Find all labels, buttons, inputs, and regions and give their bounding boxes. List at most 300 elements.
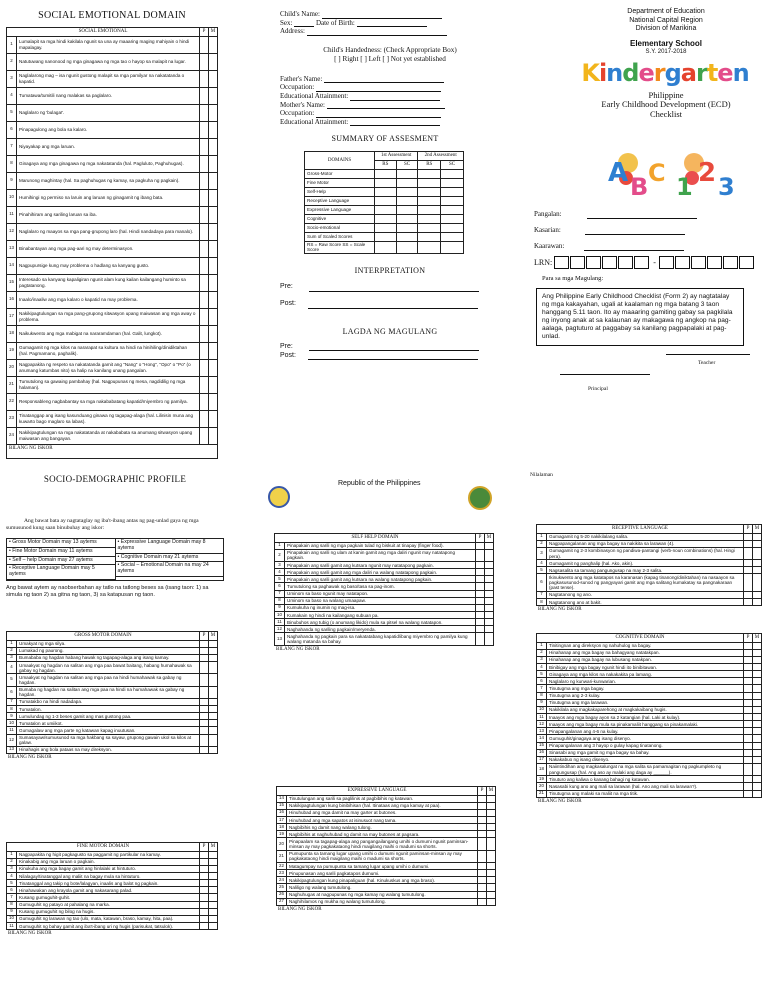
- logo-letter: K: [581, 58, 599, 87]
- p-checkbox[interactable]: [478, 802, 487, 809]
- m-checkbox[interactable]: [209, 880, 218, 887]
- p-checkbox[interactable]: [200, 189, 209, 206]
- post-sign-field[interactable]: [308, 359, 478, 360]
- item-number: 11: [537, 714, 547, 721]
- p-checkbox[interactable]: [200, 851, 209, 858]
- p-checkbox[interactable]: [200, 894, 209, 901]
- lrn-digit-box[interactable]: [634, 256, 649, 269]
- m-checkbox[interactable]: [753, 533, 762, 540]
- table-row: [275, 619, 494, 626]
- score-cell[interactable]: [375, 223, 397, 232]
- m-checkbox[interactable]: [485, 569, 494, 576]
- m-checkbox[interactable]: [209, 746, 218, 753]
- m-checkbox[interactable]: [487, 824, 496, 831]
- m-checkbox[interactable]: [487, 877, 496, 884]
- score-cell[interactable]: [375, 187, 397, 196]
- m-checkbox[interactable]: [753, 776, 762, 783]
- m-checkbox[interactable]: [209, 70, 218, 87]
- table-row: [275, 612, 494, 619]
- m-checkbox[interactable]: [753, 756, 762, 763]
- m-checkbox[interactable]: [209, 858, 218, 865]
- table-row: [537, 678, 762, 685]
- m-checkbox[interactable]: [487, 838, 496, 850]
- m-checkbox[interactable]: [209, 865, 218, 872]
- score-cell[interactable]: [418, 232, 441, 241]
- score-cell[interactable]: [396, 232, 418, 241]
- p-checkbox[interactable]: [200, 865, 209, 872]
- m-checkbox[interactable]: [753, 591, 762, 598]
- score-cell[interactable]: [418, 187, 441, 196]
- bullet-icon: •: [9, 556, 13, 563]
- m-checkbox[interactable]: [485, 562, 494, 569]
- score-cell[interactable]: [375, 178, 397, 187]
- p-checkbox[interactable]: [200, 647, 209, 654]
- p-checkbox[interactable]: [200, 104, 209, 121]
- score-cell[interactable]: [396, 223, 418, 232]
- score-cell[interactable]: [441, 169, 464, 178]
- p-checkbox[interactable]: [478, 817, 487, 824]
- lrn-digit-box[interactable]: [691, 256, 706, 269]
- m-checkbox[interactable]: [209, 376, 218, 393]
- m-checkbox[interactable]: [209, 647, 218, 654]
- p-checkbox[interactable]: [744, 790, 753, 797]
- m-checkbox[interactable]: [487, 863, 496, 870]
- p-checkbox[interactable]: [476, 619, 485, 626]
- occupation-label: Occupation:: [280, 83, 315, 92]
- p-checkbox[interactable]: [200, 223, 209, 240]
- p-checkbox[interactable]: [744, 664, 753, 671]
- m-checkbox[interactable]: [753, 540, 762, 547]
- m-checkbox[interactable]: [487, 884, 496, 891]
- m-checkbox[interactable]: [209, 640, 218, 647]
- p-checkbox[interactable]: [744, 599, 753, 606]
- p-checkbox[interactable]: [200, 858, 209, 865]
- p-checkbox[interactable]: [744, 699, 753, 706]
- p-checkbox[interactable]: [200, 36, 209, 53]
- p-checkbox[interactable]: [200, 674, 209, 686]
- handedness-options[interactable]: [ ] Right [ ] Left [ ] Not yet established: [334, 54, 446, 63]
- p-checkbox[interactable]: [200, 308, 209, 325]
- m-checkbox[interactable]: [209, 851, 218, 858]
- p-checkbox[interactable]: [200, 53, 209, 70]
- m-checkbox[interactable]: [485, 626, 494, 633]
- m-checkbox[interactable]: [209, 410, 218, 427]
- p-checkbox[interactable]: [744, 547, 753, 559]
- p-checkbox[interactable]: [200, 686, 209, 698]
- m-checkbox[interactable]: [753, 735, 762, 742]
- item-number: 26: [277, 891, 287, 898]
- score-cell[interactable]: [441, 187, 464, 196]
- score-cell[interactable]: [441, 232, 464, 241]
- m-checkbox[interactable]: [487, 809, 496, 816]
- p-checkbox[interactable]: [478, 877, 487, 884]
- m-checkbox[interactable]: [753, 749, 762, 756]
- score-cell[interactable]: [396, 169, 418, 178]
- p-checkbox[interactable]: [200, 713, 209, 720]
- table-row: [7, 240, 218, 257]
- m-checkbox[interactable]: [209, 923, 218, 930]
- m-checkbox[interactable]: [485, 549, 494, 561]
- kasarian-field[interactable]: [585, 234, 685, 235]
- m-checkbox[interactable]: [753, 721, 762, 728]
- p-checkbox[interactable]: [478, 831, 487, 838]
- p-checkbox[interactable]: [744, 591, 753, 598]
- p-checkbox[interactable]: [744, 763, 753, 775]
- m-checkbox[interactable]: [487, 817, 496, 824]
- m-checkbox[interactable]: [753, 685, 762, 692]
- m-checkbox[interactable]: [485, 633, 494, 645]
- p-checkbox[interactable]: [476, 604, 485, 611]
- m-checkbox[interactable]: [209, 121, 218, 138]
- table-row: [7, 686, 218, 698]
- score-cell[interactable]: [441, 178, 464, 187]
- m-checkbox[interactable]: [487, 870, 496, 877]
- p-checkbox[interactable]: [744, 574, 753, 591]
- m-checkbox[interactable]: [753, 642, 762, 649]
- p-checkbox[interactable]: [200, 873, 209, 880]
- m-checkbox[interactable]: [209, 674, 218, 686]
- principal-signature-line[interactable]: [560, 374, 650, 375]
- m-checkbox[interactable]: [209, 887, 218, 894]
- score-cell[interactable]: [375, 214, 397, 223]
- m-checkbox[interactable]: [485, 619, 494, 626]
- m-checkbox[interactable]: [209, 915, 218, 922]
- p-checkbox[interactable]: [744, 685, 753, 692]
- item-number: 20: [537, 783, 547, 790]
- m-checkbox[interactable]: [209, 713, 218, 720]
- table-row: [7, 858, 218, 865]
- p-checkbox[interactable]: [744, 656, 753, 663]
- m-checkbox[interactable]: [753, 699, 762, 706]
- p-checkbox[interactable]: [200, 393, 209, 410]
- lrn-digit-box[interactable]: [570, 256, 585, 269]
- p-checkbox[interactable]: [476, 590, 485, 597]
- m-checkbox[interactable]: [209, 393, 218, 410]
- m-checkbox[interactable]: [209, 206, 218, 223]
- score-cell[interactable]: [375, 205, 397, 214]
- p-checkbox[interactable]: [200, 654, 209, 661]
- m-checkbox[interactable]: [209, 720, 218, 727]
- p-checkbox[interactable]: [744, 776, 753, 783]
- m-checkbox[interactable]: [209, 342, 218, 359]
- p-checkbox[interactable]: [744, 749, 753, 756]
- p-checkbox[interactable]: [744, 721, 753, 728]
- m-checkbox[interactable]: [209, 274, 218, 291]
- score-cell[interactable]: [441, 196, 464, 205]
- table-row: [7, 410, 218, 427]
- lrn-digit-box[interactable]: [618, 256, 633, 269]
- p-checkbox[interactable]: [200, 887, 209, 894]
- m-checkbox[interactable]: [485, 542, 494, 549]
- p-checkbox[interactable]: [200, 155, 209, 172]
- domain-count-item: [116, 539, 224, 554]
- p-checkbox[interactable]: [744, 735, 753, 742]
- m-checkbox[interactable]: [753, 560, 762, 567]
- p-checkbox[interactable]: [744, 678, 753, 685]
- p-checkbox[interactable]: [200, 206, 209, 223]
- m-checkbox[interactable]: [209, 873, 218, 880]
- m-checkbox[interactable]: [487, 831, 496, 838]
- p-checkbox[interactable]: [200, 880, 209, 887]
- lrn-digit-box[interactable]: [586, 256, 601, 269]
- p-checkbox[interactable]: [200, 915, 209, 922]
- p-checkbox[interactable]: [476, 542, 485, 549]
- table-row: [7, 70, 218, 87]
- m-checkbox[interactable]: [209, 706, 218, 713]
- m-checkbox[interactable]: [753, 599, 762, 606]
- score-cell[interactable]: [396, 187, 418, 196]
- p-checkbox[interactable]: [200, 121, 209, 138]
- score-cell[interactable]: [396, 205, 418, 214]
- score-cell[interactable]: [396, 241, 418, 253]
- m-checkbox[interactable]: [753, 671, 762, 678]
- m-checkbox[interactable]: [753, 790, 762, 797]
- p-checkbox[interactable]: [200, 87, 209, 104]
- post-field[interactable]: [308, 308, 478, 309]
- score-cell[interactable]: [396, 214, 418, 223]
- p-checkbox[interactable]: [476, 626, 485, 633]
- p-checkbox[interactable]: [200, 727, 209, 734]
- pre-field[interactable]: [309, 291, 479, 292]
- score-cell[interactable]: [441, 223, 464, 232]
- teacher-signature-line[interactable]: [666, 354, 750, 355]
- p-checkbox[interactable]: [476, 562, 485, 569]
- m-checkbox[interactable]: [485, 604, 494, 611]
- p-checkbox[interactable]: [476, 583, 485, 590]
- score-cell[interactable]: [375, 169, 397, 178]
- p-checkbox[interactable]: [200, 291, 209, 308]
- p-checkbox[interactable]: [200, 734, 209, 746]
- score-cell[interactable]: [418, 169, 441, 178]
- m-checkbox[interactable]: [753, 742, 762, 749]
- item-number: 3: [7, 654, 17, 661]
- m-checkbox[interactable]: [209, 223, 218, 240]
- m-checkbox[interactable]: [209, 240, 218, 257]
- p-checkbox[interactable]: [744, 706, 753, 713]
- p-checkbox[interactable]: [200, 923, 209, 930]
- lrn-digit-box[interactable]: [675, 256, 690, 269]
- m-checkbox[interactable]: [485, 576, 494, 583]
- m-checkbox[interactable]: [209, 734, 218, 746]
- p-checkbox[interactable]: [200, 662, 209, 674]
- m-checkbox[interactable]: [487, 795, 496, 802]
- p-checkbox[interactable]: [200, 746, 209, 753]
- item-number: 14: [537, 735, 547, 742]
- p-checkbox[interactable]: [476, 633, 485, 645]
- education-label: Educational Attainment:: [280, 91, 349, 100]
- p-checkbox[interactable]: [744, 560, 753, 567]
- p-checkbox[interactable]: [478, 891, 487, 898]
- score-cell[interactable]: [418, 241, 441, 253]
- score-cell[interactable]: [396, 178, 418, 187]
- p-checkbox[interactable]: [200, 257, 209, 274]
- score-cell[interactable]: [396, 196, 418, 205]
- item-number: 7: [537, 591, 547, 598]
- score-cell[interactable]: [418, 196, 441, 205]
- score-total: BILANG NG ISKOR: [538, 607, 582, 613]
- score-cell[interactable]: [441, 214, 464, 223]
- m-checkbox[interactable]: [753, 567, 762, 574]
- score-cell[interactable]: [418, 205, 441, 214]
- col-m: M: [209, 28, 218, 37]
- m-checkbox[interactable]: [753, 678, 762, 685]
- logo-letter: e: [638, 58, 654, 87]
- p-checkbox[interactable]: [200, 325, 209, 342]
- score-cell[interactable]: [418, 223, 441, 232]
- p-checkbox[interactable]: [478, 870, 487, 877]
- m-checkbox[interactable]: [209, 172, 218, 189]
- lrn-digit-box[interactable]: [554, 256, 569, 269]
- m-checkbox[interactable]: [209, 662, 218, 674]
- table-row: [7, 865, 218, 872]
- p-checkbox[interactable]: [200, 698, 209, 705]
- m-checkbox[interactable]: [753, 714, 762, 721]
- p-checkbox[interactable]: [476, 612, 485, 619]
- m-checkbox[interactable]: [209, 698, 218, 705]
- m-checkbox[interactable]: [209, 308, 218, 325]
- m-checkbox[interactable]: [487, 802, 496, 809]
- p-checkbox[interactable]: [200, 359, 209, 376]
- m-checkbox[interactable]: [209, 138, 218, 155]
- score-cell[interactable]: [441, 241, 464, 253]
- m-checkbox[interactable]: [209, 427, 218, 444]
- p-checkbox[interactable]: [744, 692, 753, 699]
- p-checkbox[interactable]: [744, 533, 753, 540]
- item-text: Ikinukwento ang mga katatapos na karanasan (kapag tinanong/diniktahan) na nasaayon sa pagkasusunod-sunod ng pangyayari gamit ang mga salitang kumakatay sa pangnakaraan (past tense).: [547, 574, 744, 591]
- p-checkbox[interactable]: [200, 70, 209, 87]
- m-checkbox[interactable]: [209, 155, 218, 172]
- item-number: 18: [7, 325, 17, 342]
- lrn-digit-box[interactable]: [602, 256, 617, 269]
- m-checkbox[interactable]: [753, 728, 762, 735]
- p-checkbox[interactable]: [200, 908, 209, 915]
- p-checkbox[interactable]: [200, 138, 209, 155]
- table-row: [7, 104, 218, 121]
- m-checkbox[interactable]: [753, 547, 762, 559]
- item-number: 7: [7, 698, 17, 705]
- m-checkbox[interactable]: [209, 104, 218, 121]
- kaarawan-field[interactable]: [584, 250, 684, 251]
- m-checkbox[interactable]: [209, 686, 218, 698]
- score-cell[interactable]: [418, 214, 441, 223]
- p-checkbox[interactable]: [200, 427, 209, 444]
- m-checkbox[interactable]: [487, 898, 496, 905]
- m-checkbox[interactable]: [209, 727, 218, 734]
- p-checkbox[interactable]: [478, 884, 487, 891]
- p-checkbox[interactable]: [200, 274, 209, 291]
- p-checkbox[interactable]: [478, 838, 487, 850]
- table-row: [277, 884, 496, 891]
- item-text: Nakikipagtulungan sa mga pang-grupong sitwasyon upang maiwasan ang mga away o problema.: [17, 308, 200, 325]
- m-checkbox[interactable]: [485, 583, 494, 590]
- pangalan-field[interactable]: [587, 218, 697, 219]
- score-cell[interactable]: [375, 196, 397, 205]
- p-checkbox[interactable]: [744, 671, 753, 678]
- m-checkbox[interactable]: [485, 597, 494, 604]
- lrn-digit-box[interactable]: [739, 256, 754, 269]
- p-checkbox[interactable]: [744, 649, 753, 656]
- lrn-digit-box[interactable]: [723, 256, 738, 269]
- m-checkbox[interactable]: [209, 325, 218, 342]
- p-checkbox[interactable]: [200, 240, 209, 257]
- col-m: M: [487, 787, 496, 796]
- m-checkbox[interactable]: [487, 891, 496, 898]
- lrn-digit-box[interactable]: [707, 256, 722, 269]
- item-text: Naghuhugas at nagpupunas ng mga kamay ng walang tumutulong.: [287, 891, 478, 898]
- p-checkbox[interactable]: [744, 756, 753, 763]
- p-checkbox[interactable]: [744, 742, 753, 749]
- lrn-digit-box[interactable]: [659, 256, 674, 269]
- m-checkbox[interactable]: [209, 654, 218, 661]
- p-checkbox[interactable]: [478, 850, 487, 862]
- p-checkbox[interactable]: [476, 549, 485, 561]
- p-checkbox[interactable]: [478, 795, 487, 802]
- p-checkbox[interactable]: [744, 540, 753, 547]
- p-checkbox[interactable]: [744, 642, 753, 649]
- m-checkbox[interactable]: [485, 590, 494, 597]
- m-checkbox[interactable]: [753, 664, 762, 671]
- m-checkbox[interactable]: [753, 656, 762, 663]
- p-checkbox[interactable]: [478, 863, 487, 870]
- score-cell[interactable]: [441, 205, 464, 214]
- m-checkbox[interactable]: [209, 257, 218, 274]
- m-checkbox[interactable]: [753, 574, 762, 591]
- p-checkbox[interactable]: [200, 172, 209, 189]
- m-checkbox[interactable]: [209, 359, 218, 376]
- m-checkbox[interactable]: [485, 612, 494, 619]
- p-checkbox[interactable]: [200, 901, 209, 908]
- m-checkbox[interactable]: [209, 291, 218, 308]
- score-cell[interactable]: [418, 178, 441, 187]
- m-checkbox[interactable]: [209, 87, 218, 104]
- p-checkbox[interactable]: [200, 720, 209, 727]
- p-checkbox[interactable]: [200, 410, 209, 427]
- m-checkbox[interactable]: [753, 706, 762, 713]
- p-checkbox[interactable]: [744, 567, 753, 574]
- score-cell[interactable]: [375, 241, 397, 253]
- p-checkbox[interactable]: [478, 809, 487, 816]
- p-checkbox[interactable]: [200, 706, 209, 713]
- m-checkbox[interactable]: [753, 763, 762, 775]
- p-checkbox[interactable]: [478, 824, 487, 831]
- p-checkbox[interactable]: [476, 576, 485, 583]
- m-checkbox[interactable]: [753, 649, 762, 656]
- m-checkbox[interactable]: [753, 783, 762, 790]
- m-checkbox[interactable]: [753, 692, 762, 699]
- p-checkbox[interactable]: [200, 640, 209, 647]
- item-number: 8: [7, 706, 17, 713]
- address-field[interactable]: [307, 35, 447, 36]
- m-checkbox[interactable]: [209, 894, 218, 901]
- p-checkbox[interactable]: [744, 714, 753, 721]
- m-checkbox[interactable]: [209, 908, 218, 915]
- m-checkbox[interactable]: [487, 850, 496, 862]
- p-checkbox[interactable]: [478, 898, 487, 905]
- score-cell[interactable]: [375, 232, 397, 241]
- m-checkbox[interactable]: [209, 36, 218, 53]
- m-checkbox[interactable]: [209, 901, 218, 908]
- p-checkbox[interactable]: [744, 728, 753, 735]
- p-checkbox[interactable]: [744, 783, 753, 790]
- p-checkbox[interactable]: [476, 569, 485, 576]
- m-checkbox[interactable]: [209, 189, 218, 206]
- p-checkbox[interactable]: [476, 597, 485, 604]
- expressive-language-section: [276, 786, 496, 913]
- p-checkbox[interactable]: [200, 342, 209, 359]
- p-checkbox[interactable]: [200, 376, 209, 393]
- m-checkbox[interactable]: [209, 53, 218, 70]
- education-field-2[interactable]: [350, 125, 440, 126]
